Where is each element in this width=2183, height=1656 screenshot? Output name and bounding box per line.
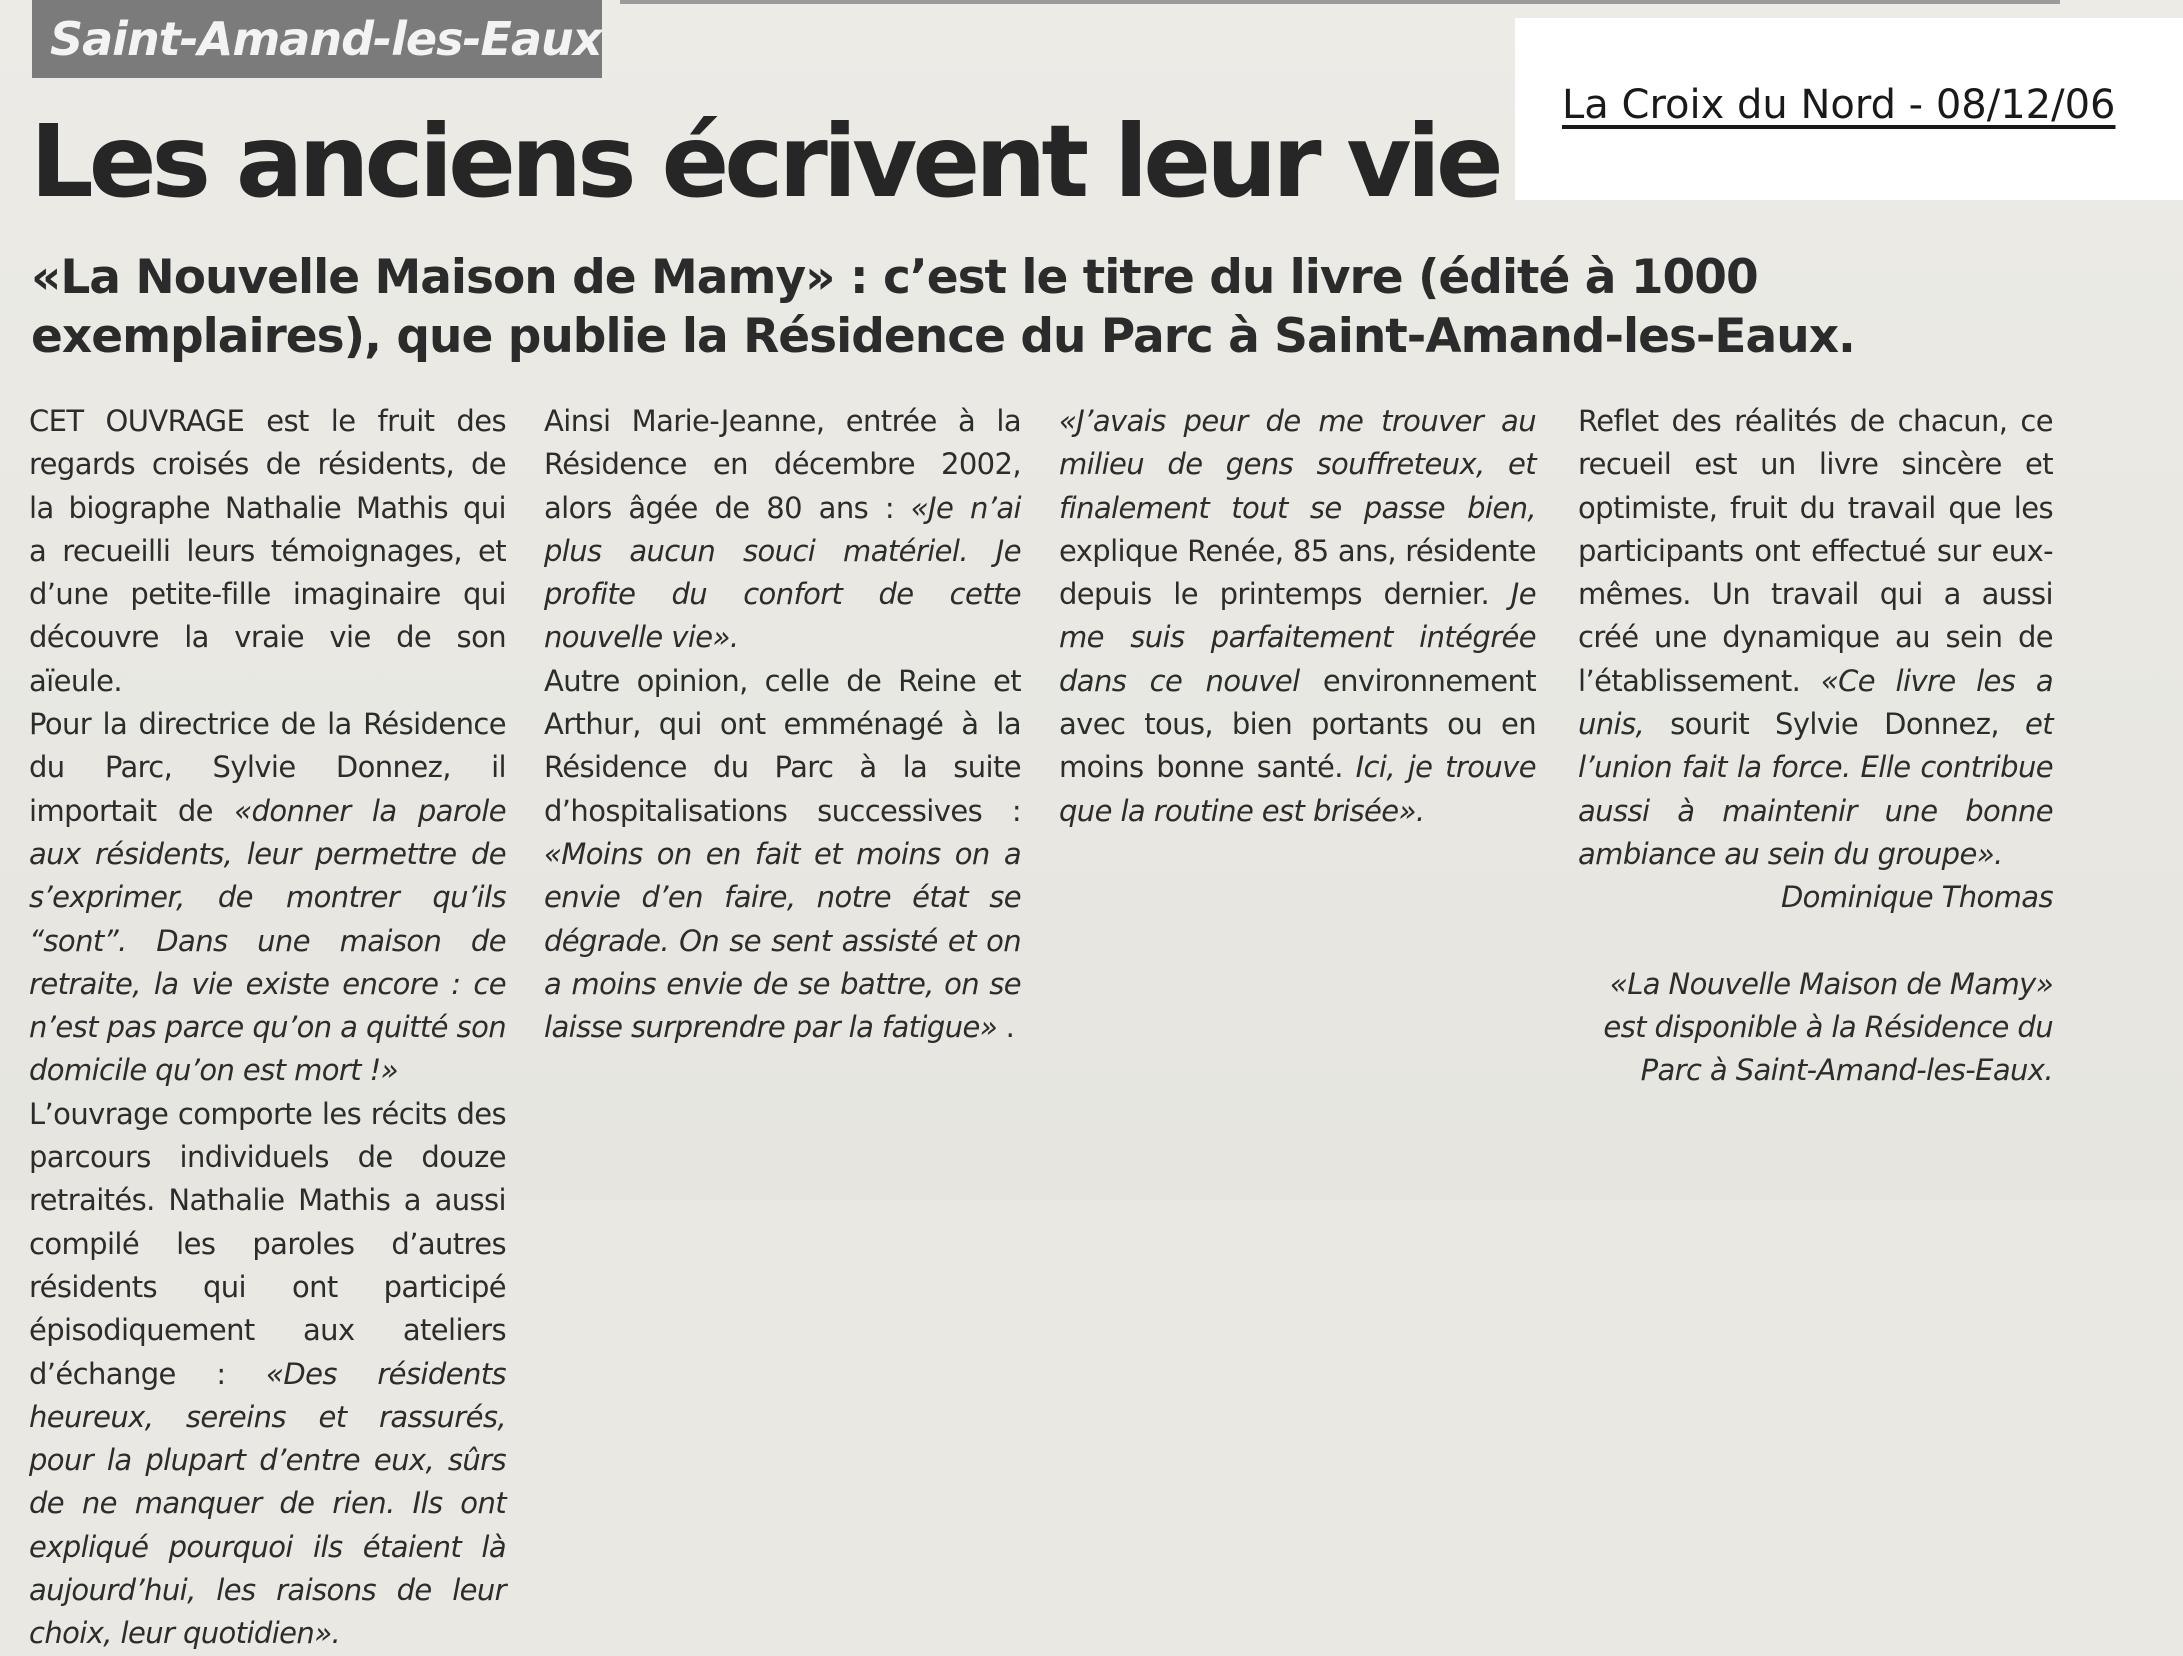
paragraph — [29, 400, 506, 703]
paragraph-text: explique Renée, 85 ans, résidente depuis le printemps dernier. — [1059, 533, 1536, 612]
paragraph-text: Autre opinion, celle de Reine et Arthur, qui ont emménagé à la Résidence du Parc à la suite d’hospitalisations successives : — [544, 663, 1021, 828]
quote: «Ce livre les a unis, — [1578, 663, 2053, 742]
quote: «J’avais peur de me trouver au milieu de gens souffreteux, et finalement tout se passe bien, — [1059, 404, 1536, 525]
source-label: La Croix du Nord - 08/12/06 — [1562, 82, 2116, 128]
quote: «Moins on en fait et moins on a envie d’en faire, notre état se dégrade. On se sent assisté et on a moins envie de se battre, on se laisse surprendre par la fatigue» — [544, 836, 1021, 1045]
paragraph-text: Ainsi Marie-Jeanne, entrée à la Résidence en décembre 2002, alors âgée de 80 ans : — [544, 404, 1021, 525]
paragraph-text: est le fruit des regards croisés de résidents, de la biographe Nathalie Mathis qui a recueilli leurs témoignages, et d’une petite-fille imaginaire qui découvre la vraie vie de son aïeule. — [29, 404, 506, 698]
lead-in: CET OUVRAGE — [29, 404, 245, 438]
section-kicker: Saint-Amand-les-Eaux — [32, 0, 602, 78]
quote: «Des résidents heureux, sereins et rassurés, pour la plupart d’entre eux, sûrs de ne manquer de rien. Ils ont expliqué pourquoi ils étaient là aujourd’hui, les raisons de leur choix, leur quotidien». — [29, 1356, 507, 1651]
paragraph — [29, 1093, 506, 1656]
deck-subtitle: «La Nouvelle Maison de Mamy» : c’est le titre du livre (édité à 1000 exemplaires), que publie la Résidence du Parc à Saint-Amand-les-Eaux. — [31, 250, 1855, 364]
headline: Les anciens écrivent leur vie — [30, 103, 1499, 220]
article-column-4 — [1578, 400, 2053, 1092]
article-column-3 — [1059, 400, 1536, 833]
quote: «donner la parole aux résidents, leur permettre de s’exprimer, de montrer qu’ils “sont”. Dans une maison de retraite, la vie existe encore : ce n’est pas parce qu’on a quitté son domicile qu’on est mort !» — [29, 793, 506, 1088]
article-column-1 — [29, 400, 506, 1656]
paragraph-text: . — [997, 1010, 1015, 1045]
availability-note: «La Nouvelle Maison de Mamy» est disponible à la Résidence du Parc à Saint-Amand-les-Eaux. — [1603, 966, 2053, 1088]
paragraph — [1578, 400, 2053, 876]
source-label-box — [1515, 18, 2183, 200]
paragraph — [544, 660, 1021, 1050]
quote: «Je n’ai plus aucun souci matériel. Je profite du confort de cette nouvelle vie». — [544, 490, 1021, 655]
paragraph-text: Pour la directrice de la Résidence du Parc, Sylvie Donnez, il importait de — [29, 707, 506, 828]
paragraph-text: sourit Sylvie Donnez, — [1644, 707, 2025, 742]
paragraph-text: environnement avec tous, bien portants ou en moins bonne santé. — [1059, 663, 1536, 785]
paragraph-text: Reflet des réalités de chacun, ce recueil est un livre sincère et optimiste, fruit du travail que les participants ont effectué sur eux-mêmes. Un travail qui a aussi créé une dynamique au sein de l’établissement. — [1578, 404, 2053, 698]
top-rule — [620, 0, 2060, 4]
author-signature: Dominique Thomas — [1780, 880, 2053, 915]
quote: Ici, je trouve que la routine est brisée». — [1059, 750, 1536, 828]
paragraph — [1059, 400, 1536, 833]
paragraph — [544, 400, 1021, 660]
quote: Je me suis parfaitement intégrée dans ce nouvel — [1059, 577, 1536, 698]
quote: et l’union fait la force. Elle contribue aussi à maintenir une bonne ambiance au sein du groupe». — [1578, 707, 2053, 871]
article-column-2 — [544, 400, 1021, 1049]
paragraph — [29, 703, 506, 1093]
paragraph-text: L’ouvrage comporte les récits des parcours individuels de douze retraités. Nathalie Mathis a aussi compilé les paroles d’autres résidents qui ont participé épisodiquement aux ateliers d’échange : — [29, 1096, 506, 1391]
